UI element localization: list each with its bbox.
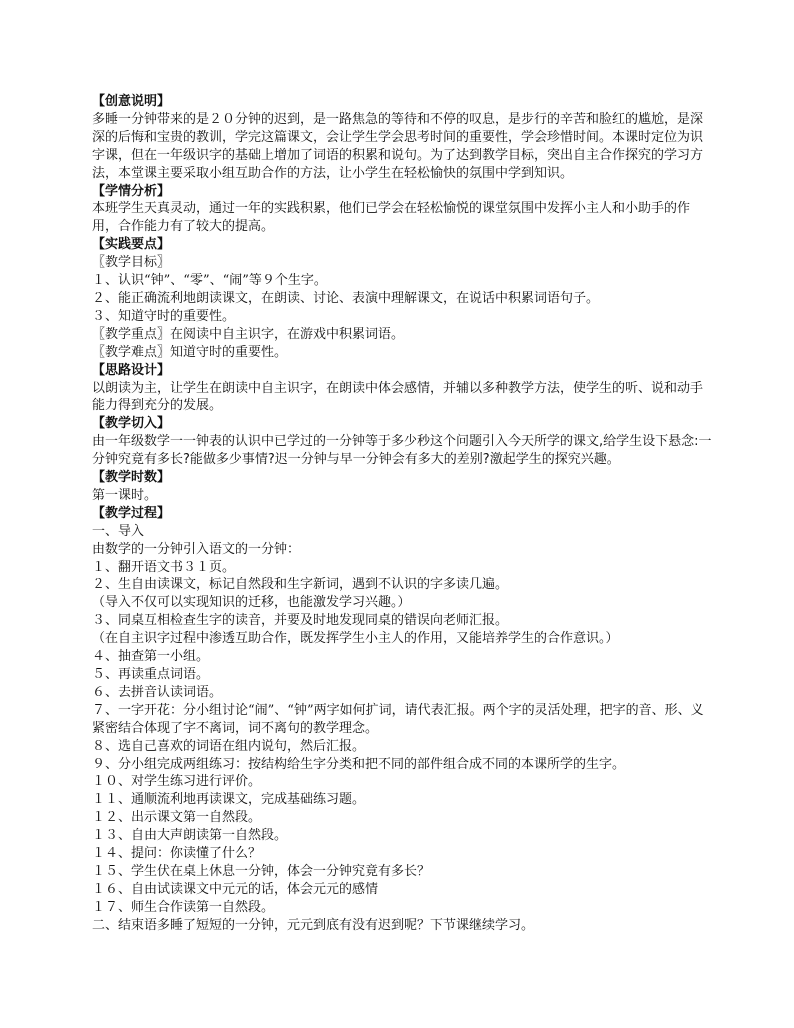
goal-item: ２、能正确流利地朗读课文，在朗读、讨论、表演中理解课文，在说话中积累词语句子。 — [92, 290, 600, 306]
goal-item: ３、知道守时的重要性。 — [92, 308, 236, 324]
process-step: １４、提问：你读懂了什么？ — [92, 846, 262, 862]
design-text: 以朗读为主，让学生在朗读中自主识字，在朗读中体会感情，并辅以多种教学方法，使学生的听、说和动手能力得到充分的发展。 — [92, 380, 704, 414]
process-step: ６、去拼音认读词语。 — [92, 684, 223, 700]
process-note: （在自主识字过程中渗透互助合作，既发挥学生小主人的作用，又能培养学生的合作意识。） — [92, 631, 619, 647]
process-step: ９、分小组完成两组练习：按结构给生字分类和把不同的部件组合成不同的本课所学的生字。 — [92, 756, 626, 772]
process-step: １６、自由试读课文中元元的话，体会元元的感情 — [92, 881, 379, 897]
teaching-key: 〖教学重点〗在阅读中自主识字，在游戏中积累词语。 — [92, 326, 405, 342]
goal-item: １、认识“钟”、“零”、“闹”等９个生字。 — [92, 273, 327, 289]
analysis-text: 本班学生天真灵动，通过一年的实践积累，他们已学会在轻松愉悦的课堂氛围中发挥小主人和小助手的作用，合作能力有了较大的提高。 — [92, 201, 691, 235]
process-step: １２、出示课文第一自然段。 — [92, 810, 262, 826]
process-note: （导入不仅可以实现知识的迁移，也能激发学习兴趣。） — [92, 595, 411, 611]
process-step: ３、同桌互相检查生字的读音，并要及时地发现同桌的错误向老师汇报。 — [92, 613, 509, 629]
heading-process: 【教学过程】 — [92, 505, 171, 521]
process-step: １０、对学生练习进行评价。 — [92, 774, 262, 790]
heading-creative: 【创意说明】 — [92, 94, 171, 109]
intro-text: 由一年级数学一一钟表的认识中已学过的一分钟等于多少秒这个问题引入今天所学的课文,给学生设下悬念:一分钟究竟有多长?能做多少事情?迟一分钟与早一分钟会有多大的差别?激起学生的探究兴趣。 — [92, 434, 712, 468]
process-step: ４、抽查第一小组。 — [92, 649, 210, 665]
process-step: １１、通顺流利地再读课文，完成基础练习题。 — [92, 792, 366, 808]
process-part2: 二、结束语多睡了短短的一分钟，元元到底有没有迟到呢？下节课继续学习。 — [92, 917, 535, 933]
heading-duration: 【教学时数】 — [92, 470, 171, 486]
lesson-plan-document — [92, 93, 712, 935]
heading-analysis: 【学情分析】 — [92, 183, 171, 199]
creative-text: 多睡一分钟带来的是２０分钟的迟到，是一路焦急的等待和不停的叹息，是步行的辛苦和脸红的尴尬，是深深的后悔和宝贵的教训，学完这篇课文，会让学生学会思考时间的重要性，学会珍惜时间。本课时定位为识字课，但在一年级识字的基础上增加了词语的积累和说句。为了达到教学目标，突出自主合作探究的学习方法，本堂课主要采取小组互助合作的方法，让小学生在轻松愉快的氛围中学到知识。 — [92, 111, 704, 181]
process-part1: 一、导入 — [92, 523, 145, 539]
process-step: ７、一字开花：分小组讨论“闹”、“钟”两字如何扩词，请代表汇报。两个字的灵活处理，把字的音、形、义紧密结合体现了字不离词，词不离句的教学理念。 — [92, 702, 704, 736]
process-step: ２、生自由读课文，标记自然段和生字新词，遇到不认识的字多读几遍。 — [92, 577, 509, 593]
process-step: １、翻开语文书３１页。 — [92, 559, 236, 575]
process-step: ５、再读重点词语。 — [92, 667, 210, 682]
goals-heading: 〖教学目标〗 — [92, 255, 171, 271]
heading-practice: 【实践要点】 — [92, 237, 171, 253]
process-step: １３、自由大声朗读第一自然段。 — [92, 828, 288, 844]
process-step: １７、师生合作读第一自然段。 — [92, 899, 275, 915]
process-step: １５、学生伏在桌上休息一分钟，体会一分钟究竟有多长？ — [92, 863, 431, 879]
heading-design: 【思路设计】 — [92, 362, 171, 378]
teaching-difficulty: 〖教学难点〗知道守时的重要性。 — [92, 344, 288, 360]
heading-intro: 【教学切入】 — [92, 416, 171, 432]
duration-text: 第一课时。 — [92, 487, 158, 503]
process-step: ８、选自己喜欢的词语在组内说句，然后汇报。 — [92, 738, 366, 754]
process-lead: 由数学的一分钟引入语文的一分钟： — [92, 541, 301, 557]
